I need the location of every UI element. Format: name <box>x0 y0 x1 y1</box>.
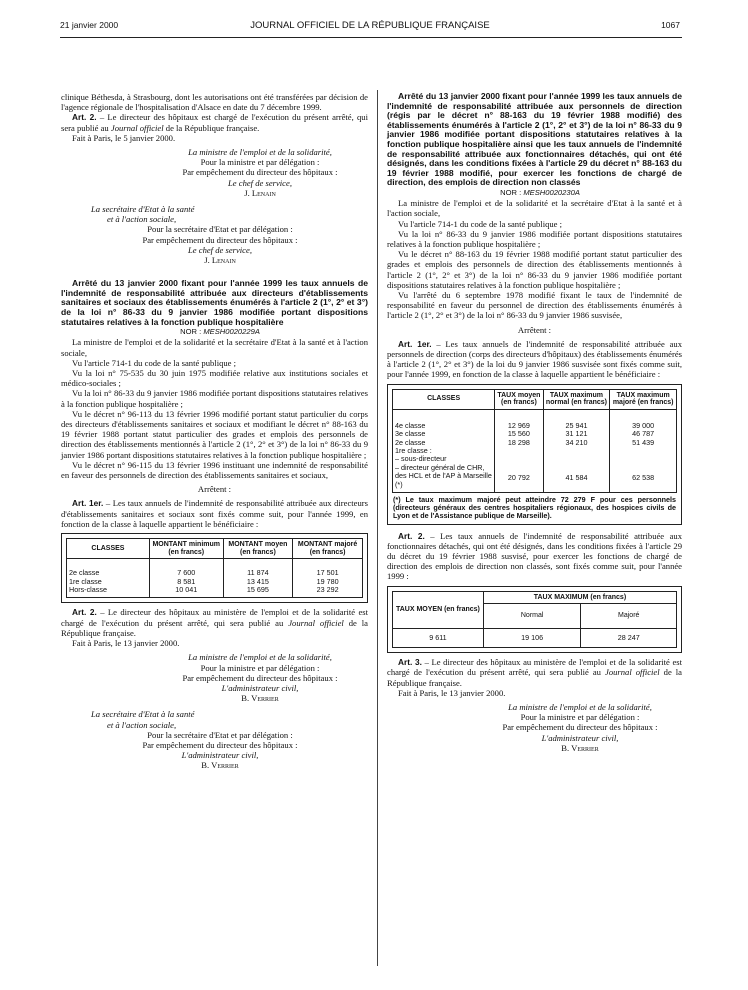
visa-4: Vu le décret n° 96-113 du 13 février 1996 modifié portant statut particulier du corps des directeurs d'établissements sanitaires et sociaux et modifiant le décret n° 88-163 du 19 février 1988 portant statut particulier des grades et emplois des personnels de direction des établissements mentionnés à l'article 2 (1°, 2° et 3°) de la loi n° 86-33 du 9 janvier 1986 portant dispositions statutaires relatives à la fonction publique hospitalière ; <box>61 408 368 460</box>
rates-table <box>66 538 363 598</box>
intro-text: clinique Béthesda, à Strasbourg, dont les autorisations ont été transférées par décision de l'agence régionale de l'hospitalisation d'Alsace en date du 7 décembre 1999. <box>61 92 368 113</box>
article-2-second: Art. 2. – Le directeur des hôpitaux au ministère de l'emploi et de la solidarité est chargé de l'exécution du présent arrêté, qui sera publié au Journal officiel de la République française. <box>61 607 368 638</box>
page-header <box>60 20 680 34</box>
table-row: Hors-classe 10 041 15 695 23 292 <box>67 586 363 598</box>
preamble: La ministre de l'emploi et de la solidarité et la secrétaire d'Etat à la santé et à l'action sociale, <box>387 198 682 219</box>
article-1: Art. 1er. – Les taux annuels de l'indemnité de responsabilité attribuée aux personnels de direction (corps des directeurs d'hôpitaux) des établissements énumérés à l'article 2 (1°, 2° et 3°) de la loi du 9 janvier 1986 susvisée sont fixés comme suit, pour l'année 1999, en fonction de la classe à laquelle appartient le bénéficiaire : <box>387 338 682 380</box>
visa-1: Vu l'article 714-1 du code de la santé publique ; <box>398 218 563 229</box>
table-row: – sous-directeur <box>393 455 677 463</box>
decree-title-1: Arrêté du 13 janvier 2000 fixant pour l'année 1999 les taux annuels de l'indemnité de responsabilité attribuée aux directeurs d'établissements sanitaires et sociaux des établissements énumérés à l'article 2 (1°, 2° et 3°) de la loi n° 86-33 du 9 janvier 1986 modifiée portant dispositions statutaires relatives à la fonction publique hospitalière <box>61 278 368 327</box>
signature-block-secretary: La secrétaire d'Etat à la santé et à l'action sociale, Pour la secrétaire d'Etat et par délégation : Par empêchement du directeur des hôpitaux : Le chef de service, J. Lenain <box>91 204 298 266</box>
rates-table-3 <box>392 591 677 649</box>
right-column <box>387 92 682 753</box>
table-header: MONTANT moyen (en francs) <box>223 539 293 559</box>
arretent: Arrêtent : <box>517 324 552 335</box>
table-header: Normal <box>483 604 581 629</box>
visa-2: Vu la loi n° 86-33 du 9 janvier 1986 modifiée portant dispositions statutaires relatives à la fonction publique hospitalière ; <box>387 228 682 249</box>
nor-reference-2: NOR : MESH0020230A <box>500 187 580 197</box>
table-row: 2e classe 18 298 34 210 51 439 <box>393 439 677 447</box>
visa-2: Vu la loi n° 75-535 du 30 juin 1975 modifiée relative aux institutions sociales et médico-sociales ; <box>61 368 368 389</box>
table-footnote: (*) Le taux maximum majoré peut atteindre 72 279 F pour ces personnels (directeurs généraux des centres hospitaliers régionaux, des hospices civils de Lyon et de l'Assistance publique de Marseille). <box>387 493 682 525</box>
fait-date-2: Fait à Paris, le 13 janvier 2000. <box>72 638 180 649</box>
rates-table-frame-2 <box>387 384 682 493</box>
table-header: TAUX MOYEN (en francs) <box>393 591 484 629</box>
column-divider <box>377 90 378 966</box>
journal-title: JOURNAL OFFICIEL DE LA RÉPUBLIQUE FRANÇAISE <box>250 20 490 31</box>
table-header: Majoré <box>581 604 677 629</box>
signature-block-minister: La ministre de l'emploi et de la solidarité, Pour la ministre et par délégation : Par empêchement du directeur des hôpitaux : L'administrateur civil, B. Verrier <box>502 702 658 753</box>
table-row: 9 611 19 106 28 247 <box>393 629 677 648</box>
table-row: – directeur général de CHR, des HCL et de l'AP à Marseille (*) 20 792 41 584 62 538 <box>393 464 677 493</box>
rates-table-frame-3 <box>387 586 682 654</box>
table-header: TAUX maximum majoré (en francs) <box>610 389 677 409</box>
article-1: Art. 1er. – Les taux annuels de l'indemnité de responsabilité attribuée aux directeurs d'établissements sanitaires et sociaux sont fixés comme suit, pour l'année 1999, en fonction de la classe à laquelle appartient le bénéficiaire : <box>61 498 368 529</box>
article-3: Art. 3. – Le directeur des hôpitaux au ministère de l'emploi et de la solidarité est chargé de l'exécution du présent arrêté, qui sera publié au Journal officiel de la République française. <box>387 657 682 688</box>
nor-reference-1: NOR : MESH0020229A <box>180 327 260 337</box>
visa-3: Vu le décret n° 88-163 du 19 février 1988 modifié portant statut particulier des grades et emplois des personnels de direction des établissements mentionnés à l'article 2 (1°, 2° et 3°) de la loi n° 86-33 du 9 janvier 1986 modifiée portant dispositions statutaires relatives à la fonction publique hospitalière ; <box>387 249 682 290</box>
table-row: 2e classe 7 600 11 874 17 501 <box>67 569 363 577</box>
table-row: 3e classe 15 560 31 121 46 787 <box>393 430 677 438</box>
table-header: CLASSES <box>393 389 495 409</box>
table-header: MONTANT minimum (en francs) <box>149 539 223 559</box>
rates-table-2 <box>392 389 677 493</box>
visa-3: Vu la loi n° 86-33 du 9 janvier 1986 modifiée portant dispositions statutaires relatives à la fonction publique hospitalière ; <box>61 388 368 409</box>
page-number: 1067 <box>661 20 680 30</box>
visa-1: Vu l'article 714-1 du code de la santé publique ; <box>72 357 237 368</box>
table-header: TAUX MAXIMUM (en francs) <box>483 591 676 604</box>
rates-table-frame <box>61 533 368 603</box>
table-header: TAUX moyen (en francs) <box>495 389 543 409</box>
visa-5: Vu le décret n° 96-115 du 13 février 1996 instituant une indemnité de responsabilité en faveur des personnels de direction des établissements sanitaires et sociaux, <box>61 459 368 481</box>
signature-block-minister-2: La ministre de l'emploi et de la solidarité, Pour la ministre et par délégation : Par empêchement du directeur des hôpitaux : L'administrateur civil, B. Verrier <box>182 652 338 704</box>
table-header: CLASSES <box>67 539 150 559</box>
decree-title-2: Arrêté du 13 janvier 2000 fixant pour l'année 1999 les taux annuels de l'indemnité de responsabilité attribuée aux personnels de direction (régis par le décret n° 88-163 du 19 février 1988 modifié) des établissements énumérés à l'article 2 (1°, 2° et 3°) de la loi n° 86-33 du 9 janvier 1986 modifiée portant dispositions statutaires relatives à la fonction publique hospitalière ainsi que les taux annuels de l'indemnité de responsabilité attribuée aux fonctionnaires détachés, qui ont été désignés, dans les conditions fixées à l'article 29 du décret n° 88-163 du 19 février 1988 modifié, pour exercer les fonctions de chargé de direction, des emplois de direction non classés <box>387 91 682 188</box>
header-date: 21 janvier 2000 <box>60 20 119 30</box>
article-2-first: Art. 2. – Le directeur des hôpitaux est chargé de l'exécution du présent arrêté, qui sera publié au Journal officiel de la République française. <box>61 112 368 133</box>
table-row: 1re classe 8 581 13 415 19 780 <box>67 578 363 586</box>
arretent: Arrêtent : <box>197 484 232 495</box>
header-rule <box>60 37 682 38</box>
left-column <box>61 92 368 771</box>
signature-block-minister: La ministre de l'emploi et de la solidarité, Pour la ministre et par délégation : Par empêchement du directeur des hôpitaux : Le chef de service, J. Lenain <box>182 147 338 198</box>
signature-block-secretary-2: La secrétaire d'Etat à la santé et à l'action sociale, Pour la secrétaire d'Etat et par délégation : Par empêchement du directeur des hôpitaux : L'administrateur civil, B. Verrier <box>91 709 298 771</box>
table-header: TAUX maximum normal (en francs) <box>543 389 610 409</box>
preamble: La ministre de l'emploi et de la solidarité et la secrétaire d'Etat à la santé et à l'action sociale, <box>61 337 368 358</box>
table-row: 1re classe : <box>393 447 677 455</box>
fait-date: Fait à Paris, le 5 janvier 2000. <box>72 132 176 143</box>
fait-date: Fait à Paris, le 13 janvier 2000. <box>398 687 506 698</box>
table-row: 4e classe 12 969 25 941 39 000 <box>393 422 677 430</box>
table-header: MONTANT majoré (en francs) <box>293 539 363 559</box>
article-2: Art. 2. – Les taux annuels de l'indemnité de responsabilité attribuée aux fonctionnaires détachés, qui ont été désignés, dans les conditions fixées à l'article 29 du décret du 19 février 1988 susvisé, pour exercer les fonctions de chargé de direction des emplois de direction non classés, sont fixés comme suit, pour l'année 1999 : <box>387 530 683 582</box>
visa-4: Vu l'arrêté du 6 septembre 1978 modifié fixant le taux de l'indemnité de responsabilité en faveur du personnel de direction des établissements énumérés à l'article 2 (1°, 2° et 3°) de la loi n° 86-33 du 9 janvier 1986 susvisée, <box>387 289 682 321</box>
